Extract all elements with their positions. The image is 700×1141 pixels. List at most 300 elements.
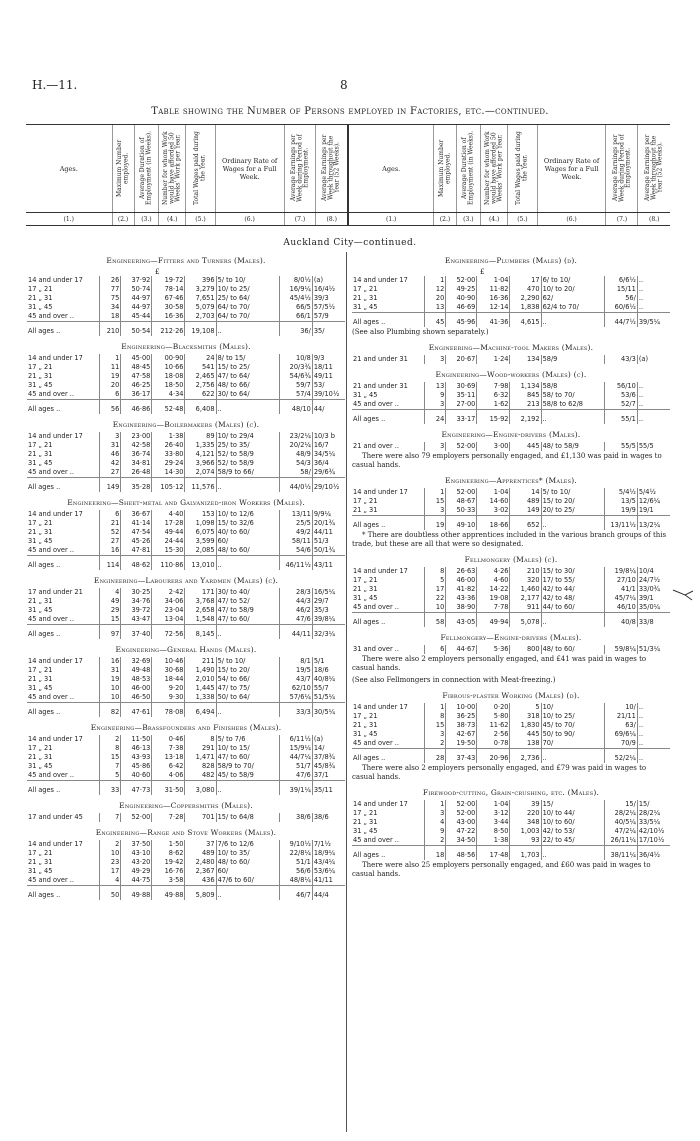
section-table [352,567,670,627]
value-cell: 26·63 [446,567,477,576]
value-cell: 15/ [541,800,604,809]
age-cell: 21 „ 31 [28,294,53,302]
table-section [352,430,670,470]
value-cell: 20/ to 25/ [541,506,604,516]
value-cell: 2,736 [510,749,541,764]
value-cell: 43·00 [446,818,477,827]
value-cell: 52·00 [121,813,152,822]
section-table [27,813,345,822]
value-cell: .. [637,730,670,739]
value-cell: 15 [425,721,446,730]
section-title: Fellmongery (Males) (c). [464,555,558,564]
table-row [27,876,345,886]
value-cell: 11·62 [477,721,510,730]
value-cell: 13,010 [185,556,216,571]
header-number-full-year: Number for whom Work would have afforded 50 Weeks' Work per Year. [161,130,182,205]
column-number: (7.) [606,213,638,226]
value-cell: 10/ to 29/4 [216,432,279,441]
value-cell: 40/ to 60/ [216,528,279,537]
value-cell: 43/11 [312,556,345,571]
table-row [352,506,670,516]
value-cell: 210 [100,322,121,337]
section-title: Engineering—Sheet-metal and Galvanized-iron Workers (Males). [67,498,305,507]
column-number: (6.) [537,213,606,226]
section-title: Firewood-cutting, Grain-crushing, etc. (Males). [422,788,600,797]
value-cell: 19 [100,675,121,684]
value-cell: 47/ to 64/ [216,372,279,381]
value-cell: .. [541,846,604,861]
total-row [27,400,345,415]
value-cell: 36·17 [121,390,152,400]
value-cell: 51/1 [279,858,312,867]
value-cell: 43·20 [121,858,152,867]
value-cell: 0·20 [477,703,510,712]
value-cell: 44/11 [279,625,312,640]
value-cell: 66/1 [279,312,312,322]
value-cell: 50·33 [446,506,477,516]
value-cell: 18 [425,846,446,861]
table-row [352,303,670,313]
table-row [352,800,670,809]
age-cell: 14 and under 17 [28,840,83,848]
table-row [352,818,670,827]
value-cell: 39 [510,800,541,809]
value-cell: 845 [510,391,541,400]
age-cell: 21 „ 31 [353,585,378,593]
value-cell: 1,838 [510,303,541,313]
value-cell: 45/ to 58/9 [216,771,279,781]
table-row [27,675,345,684]
value-cell: 46·25 [121,381,152,390]
value-cell: 62/10 [279,684,312,693]
table-row [27,459,345,468]
value-cell: 23·04 [152,606,185,615]
table-row [352,827,670,836]
value-cell: 16/4½ [312,285,345,294]
value-cell: 149 [100,478,121,493]
table-row [352,488,670,497]
value-cell: 16·36 [152,312,185,322]
left-column [27,254,345,906]
value-cell: 20/1¾ [312,519,345,528]
value-cell: 19/1 [637,506,670,516]
value-cell: 911 [510,603,541,613]
table-row [27,858,345,867]
age-cell: 14 and under 17 [28,432,83,440]
value-cell: 20·67 [446,355,477,364]
value-cell: 3·00 [477,442,510,451]
section-title: Engineering—Labourers and Yardmen (Males) (c). [93,576,279,585]
value-cell: .. [541,516,604,531]
value-cell: 13 [425,303,446,313]
value-cell: 36·67 [121,510,152,519]
age-cell: 21 „ 31 [28,675,53,683]
age-cell: 31 and over .. [353,645,399,653]
value-cell: 13/2¼ [637,516,670,531]
value-cell: 60/ [216,867,279,876]
value-cell: 701 [185,813,216,822]
value-cell: 82 [100,703,121,718]
table-section [352,343,670,364]
value-cell: 49·44 [152,528,185,537]
value-cell: 58/ to 70/ [541,391,604,400]
value-cell: 45/4½ [279,294,312,303]
value-cell: 39/3 [312,294,345,303]
table-row [352,809,670,818]
value-cell: 50/1¾ [312,546,345,556]
value-cell: 11 [100,363,121,372]
value-cell: 37·43 [446,749,477,764]
value-cell: 43·10 [121,849,152,858]
value-cell: 213 [510,400,541,410]
value-cell: 1,134 [510,382,541,391]
section-note: (See also Fellmongers in connection with Meat-freezing.) [352,676,556,684]
value-cell: 47/2¼ [604,827,637,836]
table-section [27,498,345,570]
value-cell: .. [637,303,670,313]
table-row [27,285,345,294]
table-row [27,510,345,519]
value-cell: 89 [185,432,216,441]
value-cell: 16·76 [152,867,185,876]
value-cell: 210 [510,567,541,576]
column-number: (5.) [186,213,215,226]
table-row [27,684,345,693]
value-cell: 30·58 [152,303,185,312]
age-cell: 45 and over .. [28,312,74,320]
value-cell: 5 [510,703,541,712]
value-cell: 77 [100,285,121,294]
value-cell: 47/6 [279,615,312,625]
value-cell: 8 [100,744,121,753]
header-avg-earn-period: Average Earnings per Week during Period of Employment. [611,133,632,202]
value-cell: .. [216,781,279,796]
header-ordinary-rate: Ordinary Rate of Wages for a Full Week. [537,125,606,213]
table-row [27,276,345,285]
value-cell: 34 [100,303,121,312]
header-max-number: Maximum Number employed. [437,138,451,197]
value-cell: 4,121 [185,450,216,459]
value-cell: 2,756 [185,381,216,390]
value-cell: 1 [425,488,446,497]
value-cell: 59/7 [279,381,312,390]
age-cell: 17 „ 21 [28,666,53,674]
table-section [27,801,345,822]
age-cell: 17 „ 21 [353,712,378,720]
age-cell: 31 „ 45 [28,537,53,545]
value-cell: 62/ [541,294,604,303]
table-row [352,497,670,506]
age-cell: 21 „ 31 [28,753,53,761]
value-cell: 622 [185,390,216,400]
value-cell: 44·97 [121,294,152,303]
header-number-full-year: Number for whom Work would have afforded 50 Weeks' Work per Year. [483,130,504,205]
value-cell: 2·42 [152,588,185,597]
value-cell: 13/11½ [604,516,637,531]
value-cell: 24 [185,354,216,363]
section-title: Engineering—Machine-tool Makers (Males). [428,343,594,352]
value-cell: 48/10 [279,400,312,415]
age-cell: 31 „ 45 [28,684,53,692]
value-cell: 291 [185,744,216,753]
age-cell: All ages .. [27,478,100,493]
total-row [27,886,345,901]
value-cell: 2,010 [185,675,216,684]
value-cell: 19·42 [152,858,185,867]
column-number: (6.) [215,213,284,226]
value-cell: 1 [425,703,446,712]
value-cell: 78·08 [152,703,185,718]
value-cell: .. [216,886,279,901]
value-cell: 72·56 [152,625,185,640]
age-cell: 21 „ 31 [28,372,53,380]
value-cell: 470 [510,285,541,294]
table-section [27,420,345,492]
value-cell: 49·88 [152,886,185,901]
value-cell: 4·40 [152,510,185,519]
value-cell: 8·62 [152,849,185,858]
value-cell: 11,576 [185,478,216,493]
value-cell: .. [216,322,279,337]
value-cell: 8 [185,735,216,744]
value-cell: 51/7 [279,762,312,771]
header-ages: Ages. [348,125,434,213]
value-cell: 44·75 [121,876,152,886]
value-cell: 7,651 [185,294,216,303]
table-row [27,432,345,441]
value-cell: 9/10½ [279,840,312,849]
value-cell: .. [637,721,670,730]
table-row [27,735,345,744]
value-cell: 53/6 [604,391,637,400]
value-cell: 42·67 [446,730,477,739]
value-cell: 10 [100,849,121,858]
value-cell: 6 [425,645,446,654]
value-cell: 52·00 [446,276,477,285]
age-cell: 21 „ 31 [28,450,53,458]
value-cell: 482 [185,771,216,781]
section-table [352,442,670,451]
age-cell: 17 „ 21 [28,849,53,857]
value-cell: 52·00 [446,809,477,818]
value-cell: 26/11¼ [604,836,637,846]
value-cell: 15·30 [152,546,185,556]
value-cell: 15/ to 32/6 [216,519,279,528]
value-cell: .. [637,294,670,303]
table-row [352,594,670,603]
table-row [352,739,670,749]
value-cell: 52/7 [604,400,637,410]
age-cell: 17 „ 21 [353,497,378,505]
value-cell: 396 [185,276,216,285]
value-cell: 27 [100,537,121,546]
age-cell: All ages .. [352,516,425,531]
value-cell: 1,445 [185,684,216,693]
value-cell: 9/3 [312,354,345,363]
table-row [352,712,670,721]
table-section [27,256,345,336]
value-cell: 00·90 [152,354,185,363]
value-cell: 5/ to 7/6 [216,735,279,744]
value-cell: 12 [425,285,446,294]
value-cell: .. [637,739,670,749]
table-row [27,312,345,322]
table-row [27,450,345,459]
header-avg-earn-period: Average Earnings per Week during Period of Employment. [289,133,310,202]
value-cell: 110·86 [152,556,185,571]
value-cell: 37·50 [121,840,152,849]
age-cell: 14 and under 17 [353,276,408,284]
value-cell: 33/3 [279,703,312,718]
value-cell: 212·26 [152,322,185,337]
header-ordinary-rate: Ordinary Rate of Wages for a Full Week. [215,125,284,213]
value-cell: 652 [510,516,541,531]
value-cell: 29/7 [312,597,345,606]
value-cell: 37/8¾ [312,753,345,762]
section-table [352,800,670,860]
value-cell: 134 [510,355,541,364]
value-cell: 44/0½ [279,478,312,493]
value-cell: 46·13 [121,744,152,753]
value-cell: 55/7 [312,684,345,693]
age-cell: 45 and over .. [28,876,74,884]
value-cell: 18/11 [312,363,345,372]
age-cell: 17 „ 21 [353,285,378,293]
value-cell: 6 [100,390,121,400]
value-cell: 348 [510,818,541,827]
value-cell: 33·80 [152,450,185,459]
value-cell: 36·25 [446,712,477,721]
table-row [27,588,345,597]
value-cell: 49/2 [279,528,312,537]
value-cell: 3 [425,442,446,451]
value-cell: 20 [425,294,446,303]
value-cell: 23/2¼ [279,432,312,441]
age-cell: 45 and over .. [28,546,74,554]
value-cell: 66/5 [279,303,312,312]
value-cell: 37/1 [312,771,345,781]
value-cell: 27·00 [446,400,477,410]
value-cell: 5,079 [185,303,216,312]
table-row [27,753,345,762]
value-cell: 28/2¼ [637,809,670,818]
section-table [27,510,345,570]
age-cell: All ages .. [352,846,425,861]
value-cell: 11·50 [121,735,152,744]
column-number: (4.) [159,213,186,226]
age-cell: 31 „ 45 [353,730,378,738]
value-cell: 7 [100,813,121,822]
value-cell: 49·29 [121,867,152,876]
value-cell: .. [637,285,670,294]
age-cell: 17 „ 21 [28,519,53,527]
header-avg-duration: Average Duration of Employment (in Weeks). [461,130,475,205]
age-cell: 31 „ 45 [28,762,53,770]
section-note: There were also 2 employers personally engaged, and £79 was paid in wages to casual hands. [352,764,647,781]
table-row [352,645,670,654]
value-cell: 38/6 [312,813,345,822]
value-cell: 47·81 [121,546,152,556]
value-cell: 541 [185,363,216,372]
value-cell: 15/ to 30/ [541,567,604,576]
section-title: Engineering—Boilermakers (Males) (c). [112,420,260,429]
value-cell: 5,809 [185,886,216,901]
column-number: (1.) [348,213,434,226]
value-cell: .. [637,703,670,712]
value-cell: 19 [425,516,446,531]
value-cell: 29/6¾ [312,468,345,478]
value-cell: 45·86 [121,762,152,771]
value-cell: 39·72 [121,606,152,615]
value-cell: 1·38 [477,836,510,846]
value-cell: 8/0½ [279,276,312,285]
value-cell: 2,085 [185,546,216,556]
value-cell: 13/11 [279,510,312,519]
page-reference: H.—11. [32,78,78,92]
value-cell: 10/ to 20/ [541,285,604,294]
value-cell: 54/6¾ [279,372,312,381]
value-cell: 47/6 to 60/ [216,876,279,886]
value-cell: 18/6 [312,666,345,675]
value-cell: .. [541,749,604,764]
age-cell: 31 „ 45 [28,459,53,467]
table-row [27,657,345,666]
value-cell: 58/11 [279,537,312,546]
table-row [27,303,345,312]
value-cell: 16 [100,546,121,556]
value-cell: 47·54 [121,528,152,537]
value-cell: 1·62 [477,400,510,410]
value-cell: 171 [185,588,216,597]
value-cell: 16/5¼ [312,588,345,597]
value-cell: 48/ to 60/ [216,858,279,867]
value-cell: 44·67 [446,645,477,654]
value-cell: 40/8¼ [312,675,345,684]
section-note: There were also 79 employers personally engaged, and £1,130 was paid in wages to casual hands. [352,452,662,469]
value-cell: 48/ to 60/ [541,645,604,654]
table-row [27,372,345,381]
value-cell: 57/4 [279,390,312,400]
value-cell: .. [216,478,279,493]
value-cell: 60/6½ [604,303,637,313]
age-cell: 45 and over .. [28,390,74,398]
value-cell: 43/7 [279,675,312,684]
value-cell: 9·20 [152,684,185,693]
value-cell: 50 [100,886,121,901]
value-cell: 62/4 to 70/ [541,303,604,313]
age-cell: 45 and over .. [28,468,74,476]
value-cell: 46·86 [121,400,152,415]
value-cell: 24 [425,410,446,425]
value-cell: 49·88 [121,886,152,901]
value-cell: .. [216,556,279,571]
age-cell: 21 „ 31 [28,858,53,866]
value-cell: 3,080 [185,781,216,796]
value-cell: 211 [185,657,216,666]
value-cell: 49·48 [121,666,152,675]
value-cell: 3 [100,432,121,441]
age-cell: 31 „ 45 [28,867,53,875]
value-cell: 50·54 [121,322,152,337]
value-cell: 2,290 [510,294,541,303]
value-cell: 49 [100,597,121,606]
value-cell: 28/3 [279,588,312,597]
value-cell: 58/8 [541,382,604,391]
section-title: Engineering—Wood-workers (Males) (c). [435,370,587,379]
age-cell: 21 „ 31 [353,294,378,302]
table-row [27,693,345,703]
value-cell: 52 [100,528,121,537]
